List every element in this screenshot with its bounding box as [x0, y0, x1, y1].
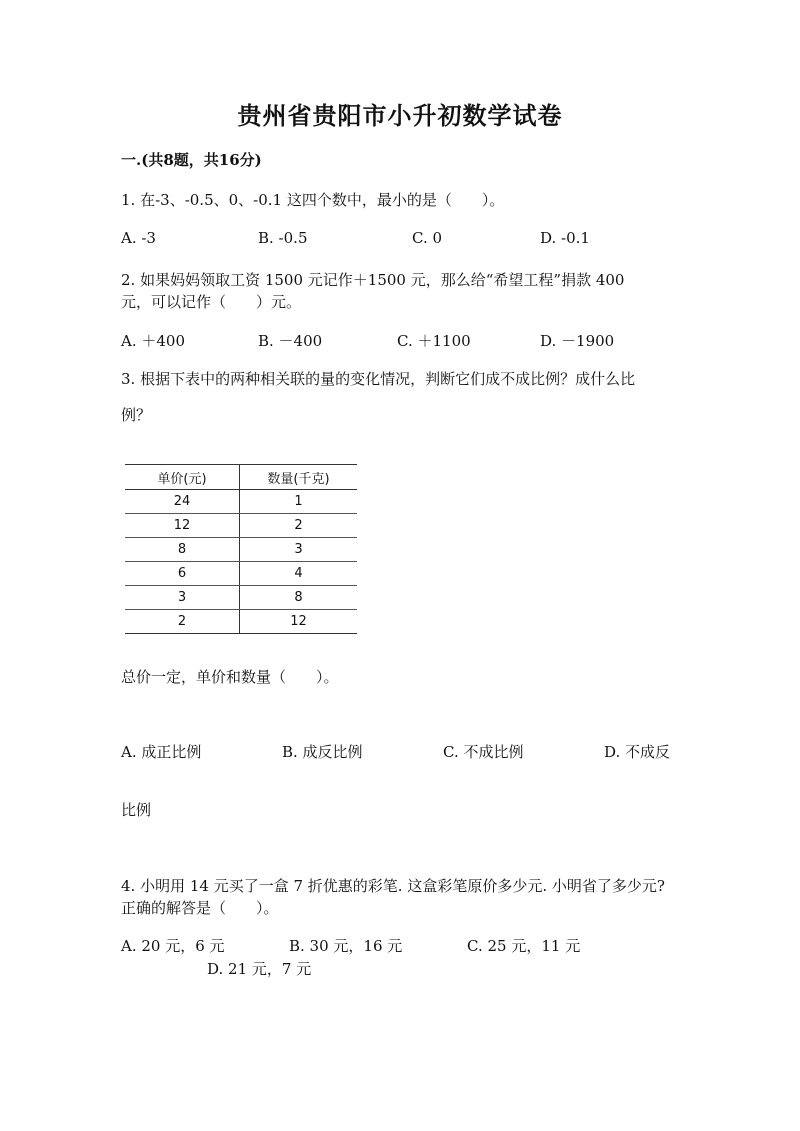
table-row [125, 538, 357, 562]
q2-stem-line2: 元，可以记作（ ）元。 [121, 293, 302, 311]
q3-option-c: C. 不成比例 [443, 743, 524, 761]
q4-option-b: B. 30 元，16 元 [289, 937, 403, 955]
q3-option-d-continued: 比例 [121, 801, 152, 819]
table-cell: 12 [125, 514, 240, 538]
table-row [125, 514, 357, 538]
table-row [125, 562, 357, 586]
table-header-price: 单价(元) [125, 465, 240, 490]
table-row [125, 610, 357, 634]
q1-option-d: D. -0.1 [540, 229, 590, 247]
q3-option-d: D. 不成反 [604, 743, 671, 761]
table-cell: 3 [125, 586, 240, 610]
q2-option-a: A. ＋400 [121, 332, 185, 350]
table-cell: 1 [240, 490, 358, 514]
q1-stem: 1. 在-3、-0.5、0、-0.1 这四个数中，最小的是（ ）。 [121, 191, 505, 209]
q1-option-b: B. -0.5 [258, 229, 308, 247]
q4-option-c: C. 25 元，11 元 [467, 937, 581, 955]
table-cell: 4 [240, 562, 358, 586]
q3-option-b: B. 成反比例 [282, 743, 363, 761]
q4-option-d: D. 21 元，7 元 [207, 960, 312, 978]
q2-stem-line1: 2. 如果妈妈领取工资 1500 元记作＋1500 元，那么给“希望工程”捐款 400 [121, 271, 625, 289]
table-cell: 2 [125, 610, 240, 634]
table-cell: 12 [240, 610, 358, 634]
table-cell: 24 [125, 490, 240, 514]
q4-option-a: A. 20 元，6 元 [121, 937, 225, 955]
table-cell: 8 [125, 538, 240, 562]
q2-option-b: B. －400 [258, 332, 323, 350]
q2-option-d: D. －1900 [540, 332, 615, 350]
q1-option-c: C. 0 [412, 229, 443, 247]
table-row [125, 490, 357, 514]
q3-stem-line1: 3. 根据下表中的两种相关联的量的变化情况，判断它们成不成比例？成什么比 [121, 370, 636, 388]
section-heading: 一.(共8题，共16分) [121, 151, 262, 169]
table-cell: 8 [240, 586, 358, 610]
q3-option-a: A. 成正比例 [121, 743, 202, 761]
table-header-row [125, 465, 357, 490]
q3-prompt: 总价一定，单价和数量（ ）。 [121, 668, 339, 686]
q4-stem-line1: 4. 小明用 14 元买了一盒 7 折优惠的彩笔. 这盒彩笔原价多少元. 小明省了多少元? [121, 877, 665, 895]
q3-stem-line2: 例？ [121, 406, 152, 424]
table-header-quantity: 数量(千克) [240, 465, 358, 490]
table-cell: 6 [125, 562, 240, 586]
page-title: 贵州省贵阳市小升初数学试卷 [237, 101, 563, 130]
q2-option-c: C. ＋1100 [397, 332, 471, 350]
table-cell: 3 [240, 538, 358, 562]
q1-option-a: A. -3 [121, 229, 156, 247]
table-row [125, 586, 357, 610]
price-quantity-table [125, 464, 357, 634]
q4-stem-line2: 正确的解答是（ ）。 [121, 899, 279, 917]
table-cell: 2 [240, 514, 358, 538]
